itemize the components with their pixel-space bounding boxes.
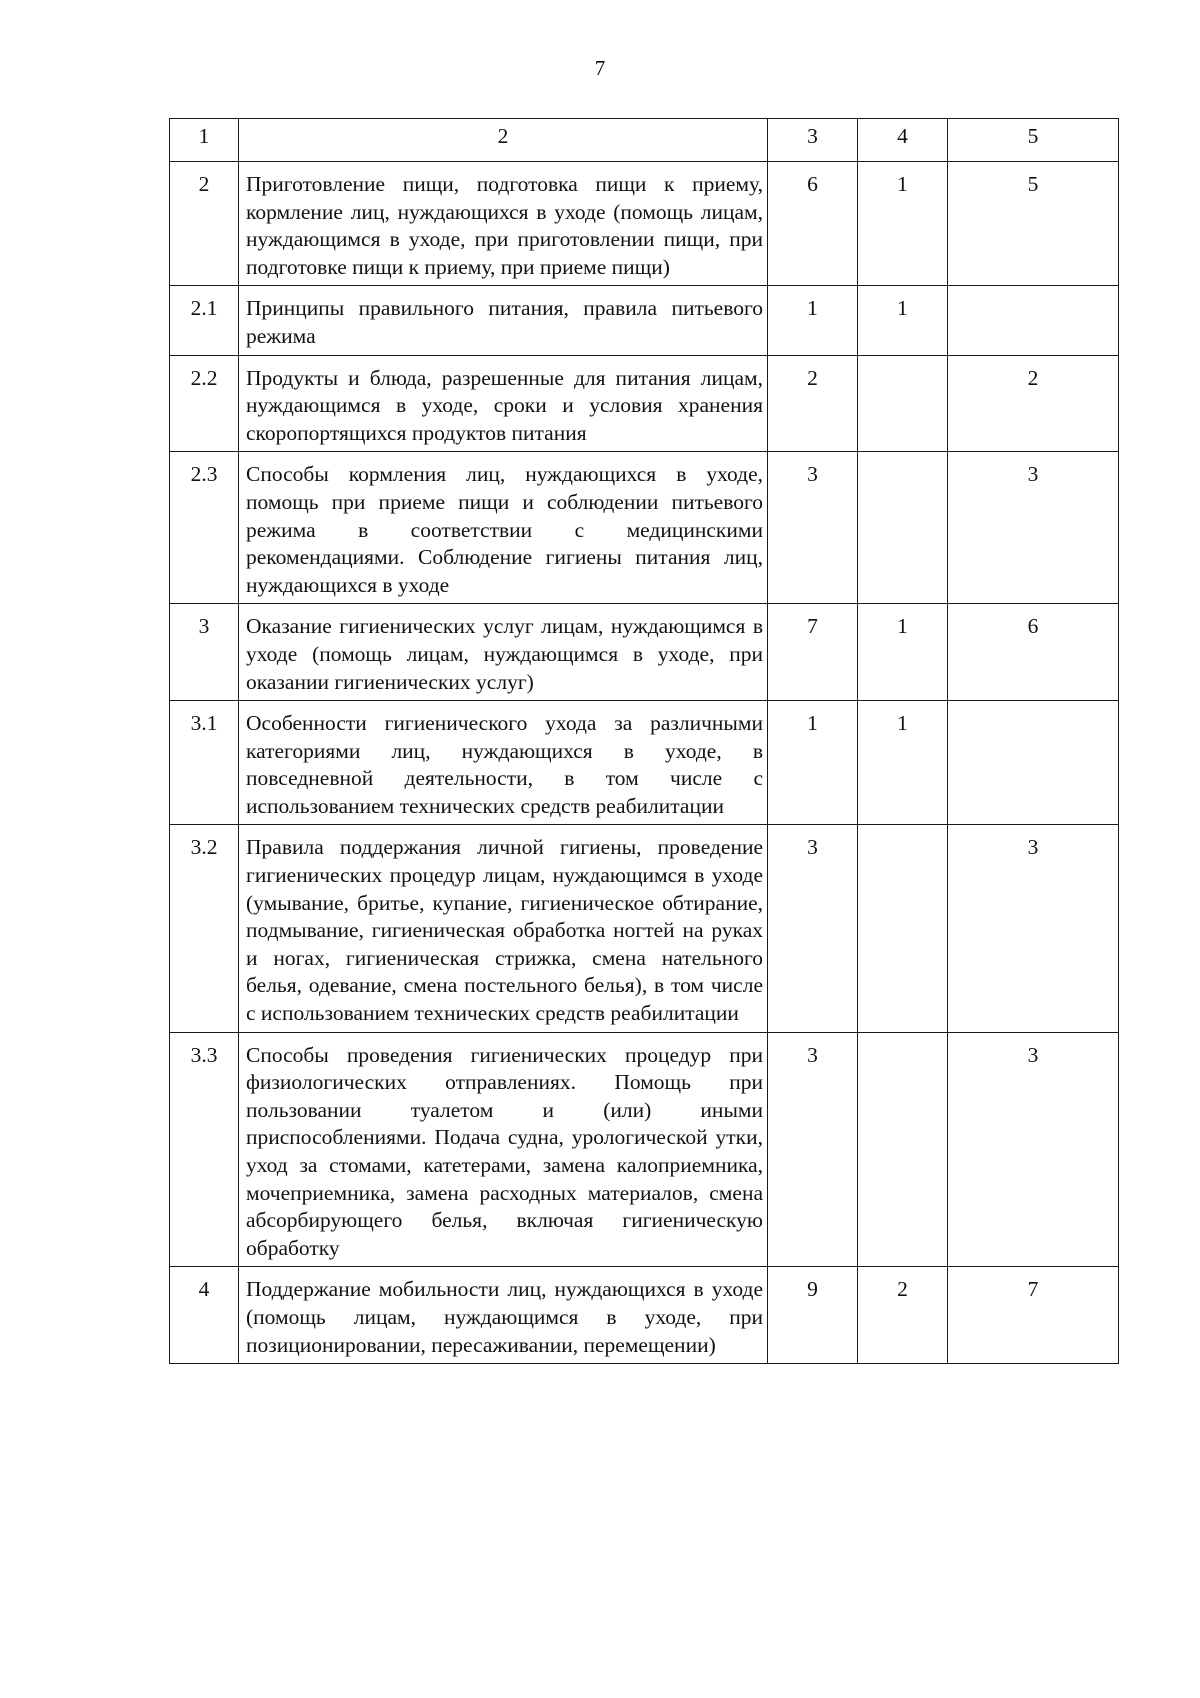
row-number: 2.3 <box>170 452 239 604</box>
topic-text: Принципы правильного питания, правила питьевого режима <box>239 286 768 355</box>
cell-col5: 5 <box>948 162 1119 286</box>
topic-text: Продукты и блюда, разрешенные для питания лицам, нуждающимся в уходе, сроки и условия хранения скоропортящихся продуктов питания <box>239 355 768 452</box>
cell-col3: 3 <box>768 1032 858 1267</box>
cell-col5: 3 <box>948 1032 1119 1267</box>
topic-text: Приготовление пищи, подготовка пищи к приему, кормление лиц, нуждающихся в уходе (помощь лицам, нуждающимся в уходе, при приготовлении пищи, при подготовке пищи к приему, при приеме пищи) <box>239 162 768 286</box>
cell-col4: 1 <box>858 162 948 286</box>
table-header-row <box>170 119 1119 162</box>
cell-col5: 2 <box>948 355 1119 452</box>
topic-text: Особенности гигиенического ухода за различными категориями лиц, нуждающихся в уходе, в повседневной деятельности, в том числе с использованием технических средств реабилитации <box>239 701 768 825</box>
column-header: 5 <box>948 119 1119 162</box>
cell-col5 <box>948 701 1119 825</box>
cell-col5: 3 <box>948 825 1119 1032</box>
table-row <box>170 452 1119 604</box>
column-header: 4 <box>858 119 948 162</box>
cell-col5: 6 <box>948 604 1119 701</box>
table-row <box>170 825 1119 1032</box>
row-number: 2 <box>170 162 239 286</box>
row-number: 3 <box>170 604 239 701</box>
cell-col4 <box>858 1032 948 1267</box>
topic-text: Оказание гигиенических услуг лицам, нуждающимся в уходе (помощь лицам, нуждающимся в уходе, при оказании гигиенических услуг) <box>239 604 768 701</box>
topic-text: Способы кормления лиц, нуждающихся в уходе, помощь при приеме пищи и соблюдении питьевого режима в соответствии с медицинскими рекомендациями. Соблюдение гигиены питания лиц, нуждающихся в уходе <box>239 452 768 604</box>
cell-col4 <box>858 825 948 1032</box>
topic-text: Способы проведения гигиенических процедур при физиологических отправлениях. Помощь при пользовании туалетом и (или) иными приспособлениями. Подача судна, урологической утки, уход за стомами, катетерами, замена калоприемника, мочеприемника, замена расходных материалов, смена абсорбирующего белья, включая гигиеническую обработку <box>239 1032 768 1267</box>
row-number: 2.2 <box>170 355 239 452</box>
cell-col3: 7 <box>768 604 858 701</box>
cell-col5 <box>948 286 1119 355</box>
table-row <box>170 286 1119 355</box>
column-header: 3 <box>768 119 858 162</box>
cell-col3: 1 <box>768 286 858 355</box>
cell-col3: 1 <box>768 701 858 825</box>
cell-col4: 1 <box>858 286 948 355</box>
cell-col3: 9 <box>768 1267 858 1364</box>
cell-col5: 7 <box>948 1267 1119 1364</box>
page-number: 7 <box>594 56 606 80</box>
table-row <box>170 701 1119 825</box>
topic-text: Правила поддержания личной гигиены, проведение гигиенических процедур лицам, нуждающимся в уходе (умывание, бритье, купание, гигиеническое обтирание, подмывание, гигиеническая обработка ногтей на руках и ногах, гигиеническая стрижка, смена нательного белья, одевание, смена постельного белья), в том числе с использованием технических средств реабилитации <box>239 825 768 1032</box>
row-number: 3.1 <box>170 701 239 825</box>
program-table <box>169 118 1119 1364</box>
table-row <box>170 355 1119 452</box>
cell-col3: 6 <box>768 162 858 286</box>
topic-text: Поддержание мобильности лиц, нуждающихся в уходе (помощь лицам, нуждающимся в уходе, при позиционировании, пересаживании, перемещении) <box>239 1267 768 1364</box>
table-row <box>170 604 1119 701</box>
row-number: 3.3 <box>170 1032 239 1267</box>
cell-col3: 3 <box>768 452 858 604</box>
cell-col3: 3 <box>768 825 858 1032</box>
row-number: 4 <box>170 1267 239 1364</box>
cell-col4 <box>858 355 948 452</box>
cell-col4 <box>858 452 948 604</box>
cell-col4: 2 <box>858 1267 948 1364</box>
table-row <box>170 1267 1119 1364</box>
column-header: 1 <box>170 119 239 162</box>
table-row <box>170 162 1119 286</box>
cell-col4: 1 <box>858 701 948 825</box>
column-header: 2 <box>239 119 768 162</box>
cell-col4: 1 <box>858 604 948 701</box>
row-number: 2.1 <box>170 286 239 355</box>
cell-col5: 3 <box>948 452 1119 604</box>
cell-col3: 2 <box>768 355 858 452</box>
row-number: 3.2 <box>170 825 239 1032</box>
table-row <box>170 1032 1119 1267</box>
